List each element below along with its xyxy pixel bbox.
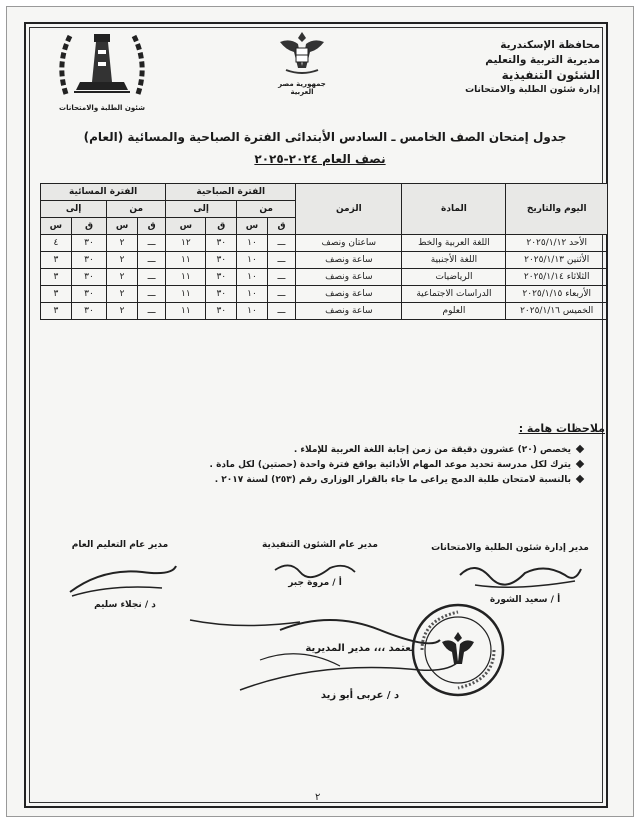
header-authority bbox=[400, 38, 600, 98]
cell-subject: اللغة العربية والخط bbox=[402, 235, 506, 252]
col-q: ق bbox=[267, 218, 295, 235]
signature-name: أ / مروة جبر bbox=[288, 578, 342, 588]
table-row bbox=[41, 269, 608, 286]
col-s: س bbox=[166, 218, 206, 235]
col-day-date: اليوم والتاريخ bbox=[506, 184, 608, 235]
table-row bbox=[41, 286, 608, 303]
republic-caption: جمهورية مصر العربية bbox=[278, 80, 326, 96]
cell-m-from-s: ١٠ bbox=[237, 286, 268, 303]
note-item bbox=[40, 473, 583, 488]
cell-subject: اللغة الأجنبية bbox=[402, 252, 506, 269]
notes-section bbox=[40, 422, 605, 488]
note-item bbox=[40, 458, 583, 473]
cell-e-from-s: ٢ bbox=[107, 235, 138, 252]
cell-m-to-s: ١١ bbox=[166, 252, 206, 269]
page-subtitle: نصف العام ٢٠٢٤-٢٠٢٥ bbox=[254, 152, 386, 166]
lighthouse-icon bbox=[52, 24, 152, 100]
cell-e-to-q: ٣٠ bbox=[71, 252, 106, 269]
cell-duration: ساعة ونصف bbox=[296, 303, 402, 320]
cell-m-from-q: ـــ bbox=[267, 303, 295, 320]
cell-day: الثلاثاء ٢٠٢٥/١/١٤ bbox=[506, 269, 608, 286]
cell-duration: ساعة ونصف bbox=[296, 286, 402, 303]
col-duration: الزمن bbox=[296, 184, 402, 235]
col-evening-to: إلى bbox=[41, 201, 107, 218]
cell-e-from-s: ٢ bbox=[107, 286, 138, 303]
cell-e-from-s: ٢ bbox=[107, 252, 138, 269]
cell-m-to-q: ٣٠ bbox=[206, 252, 237, 269]
cell-e-to-s: ٣ bbox=[41, 303, 72, 320]
signature-center-name bbox=[265, 578, 365, 588]
page-number: ٢ bbox=[315, 792, 321, 803]
col-evening-from: من bbox=[107, 201, 166, 218]
cell-m-from-s: ١٠ bbox=[237, 269, 268, 286]
signature-name: د / نجلاء سليم bbox=[94, 600, 156, 610]
signature-name: أ / سعيد الشورة bbox=[489, 595, 561, 605]
cell-duration: ساعتان ونصف bbox=[296, 235, 402, 252]
note-text: بالنسبة لامتحان طلبة الدمج يراعى ما جاء بالقرار الوزارى رقم (٢٥٣) لسنة ٢٠١٧ . bbox=[214, 475, 571, 485]
directorate-label: مديرية التربية والتعليم bbox=[485, 54, 600, 66]
eagle-emblem bbox=[272, 28, 332, 96]
table-row bbox=[41, 235, 608, 252]
signature-title: مدير عام التعليم العام bbox=[71, 540, 169, 550]
signature-title: مدير إدارة شئون الطلبة والامتحانات bbox=[431, 543, 589, 553]
diamond-bullet-icon bbox=[576, 475, 584, 483]
director-name: د / عربى أبو زيد bbox=[320, 690, 400, 701]
col-morning-from: من bbox=[237, 201, 296, 218]
cell-m-to-s: ١١ bbox=[166, 303, 206, 320]
cell-m-to-s: ١١ bbox=[166, 269, 206, 286]
cell-e-to-s: ٤ bbox=[41, 235, 72, 252]
notes-heading: ملاحظات هامة : bbox=[518, 422, 605, 435]
cell-m-from-s: ١٠ bbox=[237, 303, 268, 320]
cell-m-to-q: ٣٠ bbox=[206, 303, 237, 320]
cell-e-from-s: ٢ bbox=[107, 269, 138, 286]
cell-m-to-q: ٣٠ bbox=[206, 235, 237, 252]
col-s: س bbox=[41, 218, 72, 235]
cell-m-from-q: ـــ bbox=[267, 286, 295, 303]
official-stamp bbox=[408, 600, 508, 700]
governorate-label: محافظة الإسكندرية bbox=[500, 39, 600, 51]
cell-day: الخميس ٢٠٢٥/١/١٦ bbox=[506, 303, 608, 320]
cell-m-to-s: ١٢ bbox=[166, 235, 206, 252]
cell-duration: ساعة ونصف bbox=[296, 269, 402, 286]
cell-day: الأثنين ٢٠٢٥/١/١٣ bbox=[506, 252, 608, 269]
col-morning-to: إلى bbox=[166, 201, 237, 218]
cell-m-from-s: ١٠ bbox=[237, 235, 268, 252]
cell-m-from-q: ـــ bbox=[267, 235, 295, 252]
cell-e-to-s: ٣ bbox=[41, 269, 72, 286]
signature-right bbox=[420, 543, 600, 553]
col-q: ق bbox=[71, 218, 106, 235]
cell-subject: الرياضيات bbox=[402, 269, 506, 286]
signature-center bbox=[235, 540, 405, 550]
col-q: ق bbox=[206, 218, 237, 235]
cell-e-from-q: ـــ bbox=[137, 286, 165, 303]
cell-e-to-s: ٣ bbox=[41, 286, 72, 303]
cell-m-to-q: ٣٠ bbox=[206, 269, 237, 286]
cell-duration: ساعة ونصف bbox=[296, 252, 402, 269]
cell-subject: العلوم bbox=[402, 303, 506, 320]
cell-m-to-q: ٣٠ bbox=[206, 286, 237, 303]
approval-label: يعتمد ،،، مدير المديرية bbox=[305, 643, 415, 654]
cell-e-from-q: ـــ bbox=[137, 235, 165, 252]
cell-e-to-q: ٣٠ bbox=[71, 303, 106, 320]
page-title: جدول إمتحان الصف الخامس ـ السادس الأبتدائى الفترة الصباحية والمسائية (العام) bbox=[83, 130, 567, 144]
table-row bbox=[41, 252, 608, 269]
exams-department-label: إدارة شئون الطلبة والامتحانات bbox=[465, 85, 600, 95]
note-text: يخصص (٢٠) عشرون دقيقة من زمن إجابة اللغة العربية للإملاء . bbox=[293, 445, 571, 455]
col-evening: الفترة المسائية bbox=[41, 184, 166, 201]
table-row bbox=[41, 303, 608, 320]
cell-e-from-q: ـــ bbox=[137, 303, 165, 320]
cell-day: الأربعاء ٢٠٢٥/١/١٥ bbox=[506, 286, 608, 303]
col-morning: الفترة الصباحية bbox=[166, 184, 296, 201]
header-row bbox=[41, 184, 608, 201]
cell-m-from-s: ١٠ bbox=[237, 252, 268, 269]
handwritten-signature-center bbox=[270, 558, 360, 580]
signature-left bbox=[55, 540, 185, 550]
exam-schedule-table bbox=[40, 183, 608, 320]
cell-e-from-q: ـــ bbox=[137, 269, 165, 286]
cell-m-from-q: ـــ bbox=[267, 269, 295, 286]
cell-e-to-s: ٣ bbox=[41, 252, 72, 269]
eagle-icon bbox=[272, 28, 332, 76]
diamond-bullet-icon bbox=[576, 460, 584, 468]
signature-left-name bbox=[70, 600, 180, 610]
note-item bbox=[40, 443, 583, 458]
cell-e-to-q: ٣٠ bbox=[71, 269, 106, 286]
note-text: يترك لكل مدرسة تحديد موعد المهام الأدائية بواقع فترة واحدة (حصتين) لكل مادة . bbox=[209, 460, 571, 470]
cell-subject: الدراسات الاجتماعية bbox=[402, 286, 506, 303]
cell-e-to-q: ٣٠ bbox=[71, 235, 106, 252]
col-subject: المادة bbox=[402, 184, 506, 235]
cell-e-to-q: ٣٠ bbox=[71, 286, 106, 303]
cell-day: الأحد ٢٠٢٥/١/١٢ bbox=[506, 235, 608, 252]
cell-e-from-s: ٢ bbox=[107, 303, 138, 320]
cell-m-to-s: ١١ bbox=[166, 286, 206, 303]
col-s: س bbox=[237, 218, 268, 235]
cell-m-from-q: ـــ bbox=[267, 252, 295, 269]
lighthouse-logo bbox=[52, 24, 152, 112]
handwritten-signature-right bbox=[455, 555, 585, 595]
cell-e-from-q: ـــ bbox=[137, 252, 165, 269]
col-s: س bbox=[107, 218, 138, 235]
handwritten-signature-left bbox=[62, 558, 182, 602]
signature-title: مدير عام الشئون التنفيذية bbox=[262, 540, 378, 550]
students-affairs-caption: شئون الطلبة والامتحانات bbox=[59, 104, 145, 112]
diamond-bullet-icon bbox=[576, 445, 584, 453]
executive-affairs-label: الشئون التنفيذية bbox=[501, 68, 600, 82]
col-q: ق bbox=[137, 218, 165, 235]
